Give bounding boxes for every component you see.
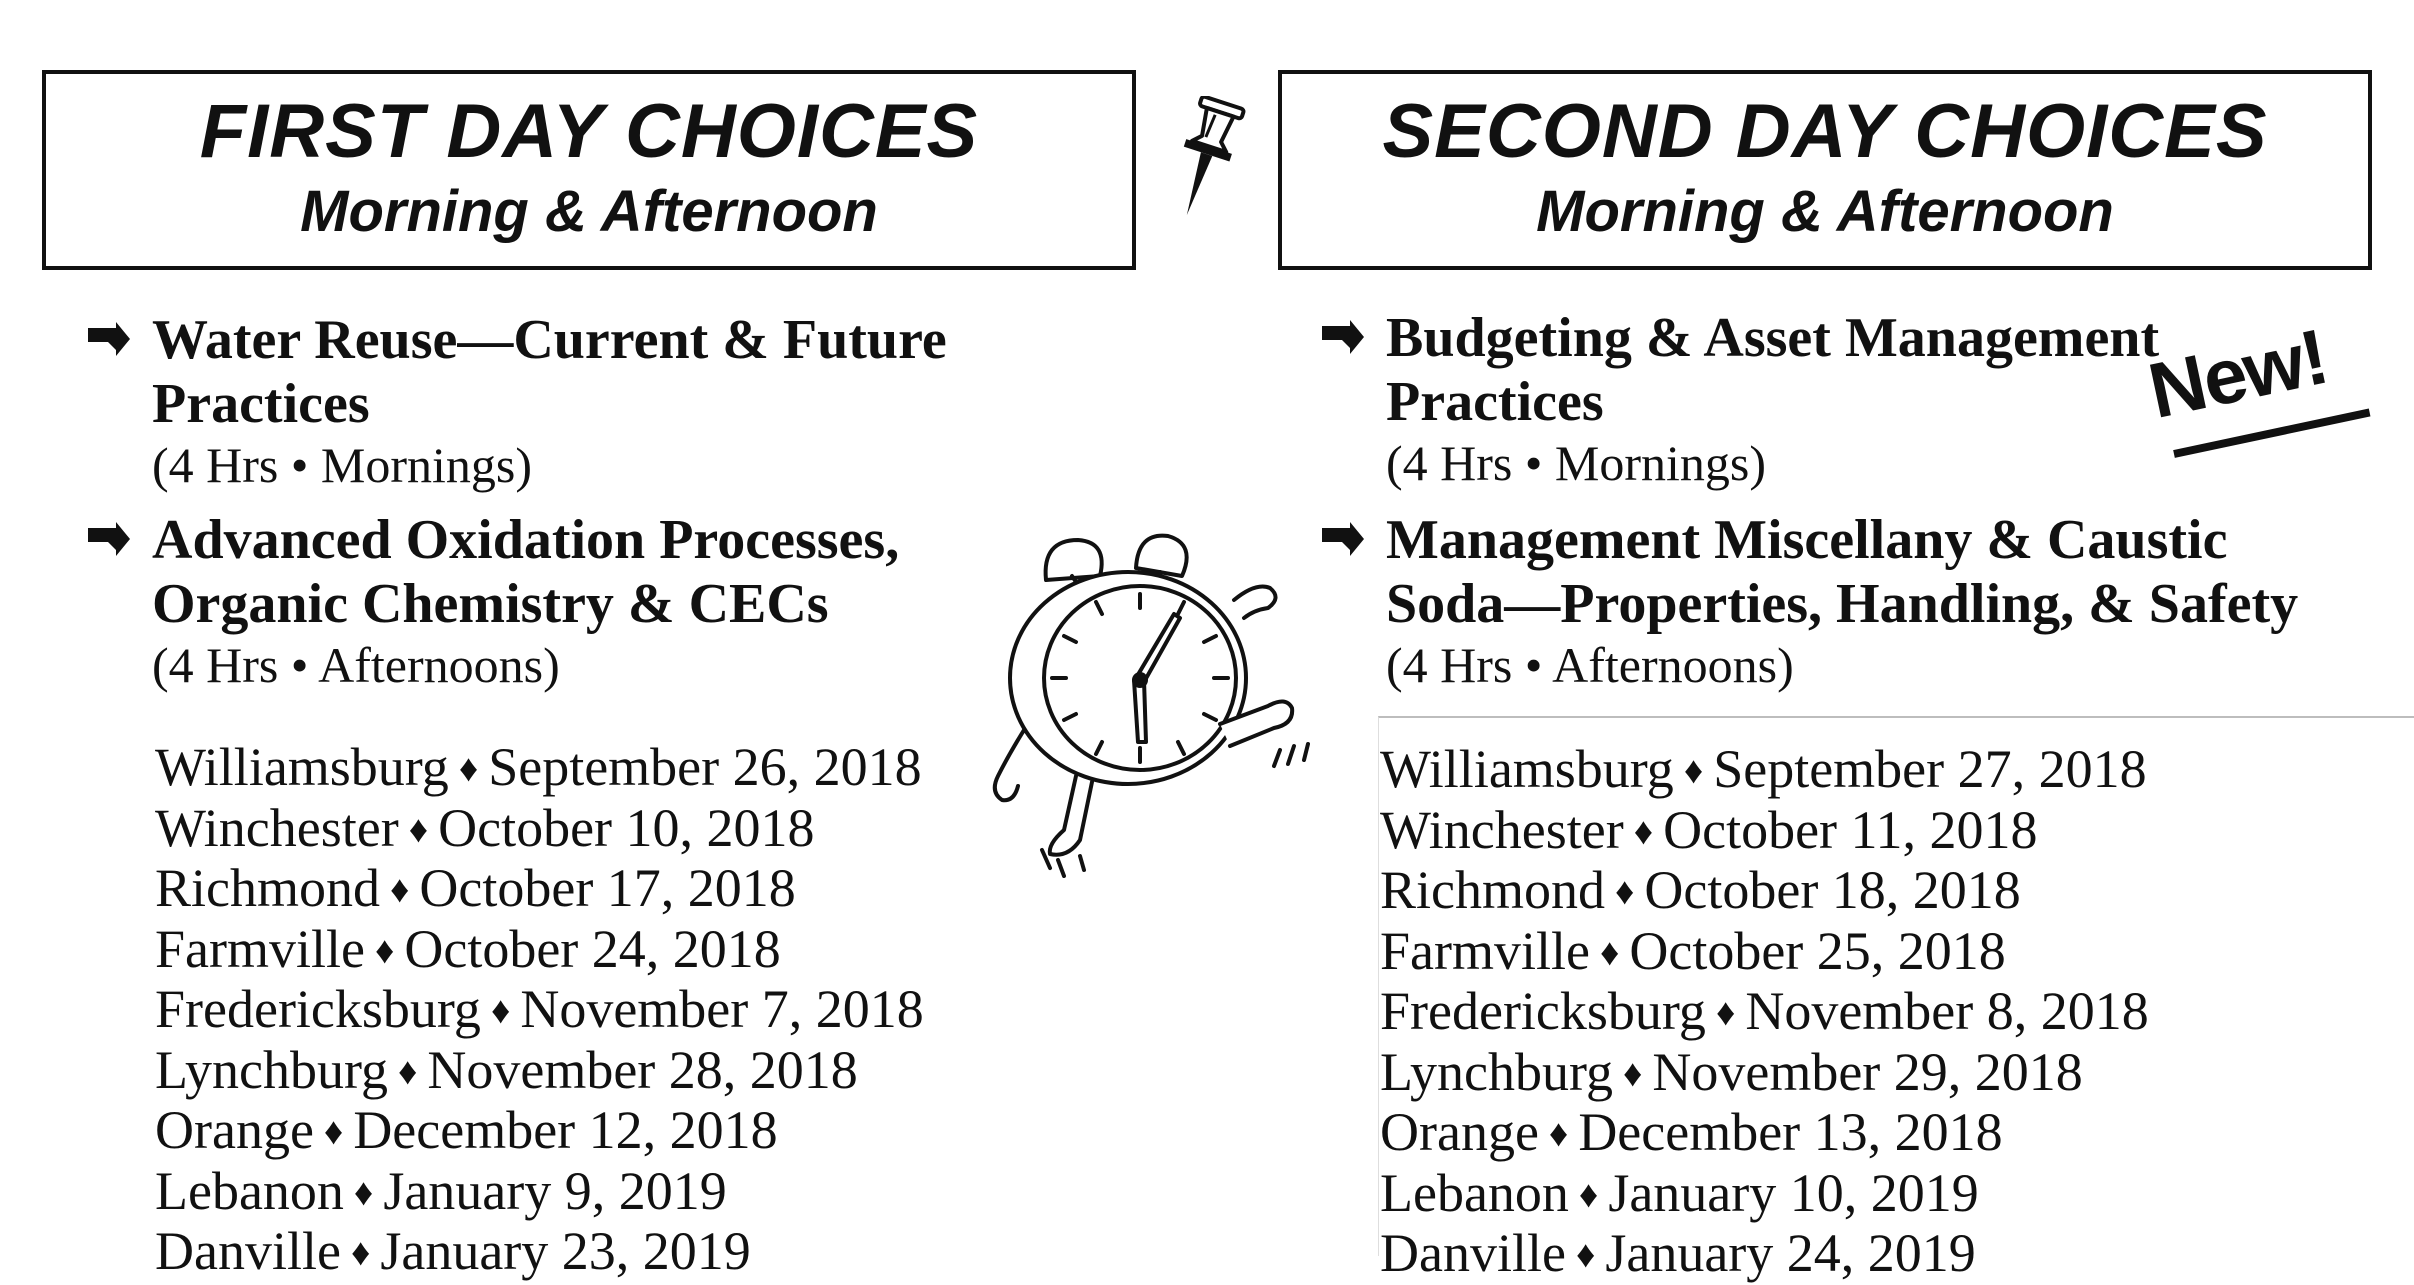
second-day-course-2 (1320, 508, 2410, 694)
course-title-line2: Organic Chemistry & CECs (152, 573, 829, 635)
session-date: October 25, 2018 (1629, 920, 2006, 981)
first-day-course-1 (86, 308, 1146, 494)
diamond-separator: ♦ (458, 748, 479, 790)
session-date: January 10, 2019 (1608, 1162, 1979, 1223)
diamond-separator: ♦ (1683, 750, 1704, 792)
session-city: Winchester (155, 797, 399, 858)
course-title-line1: Budgeting & Asset Management (1386, 307, 2160, 369)
session-row (1380, 1164, 2149, 1225)
session-date: November 7, 2018 (520, 979, 924, 1039)
session-date: October 10, 2018 (438, 797, 815, 858)
session-row (155, 1101, 924, 1162)
session-date: October 24, 2018 (404, 918, 781, 979)
second-day-subtitle: Morning & Afternoon (1536, 179, 2114, 244)
diamond-separator: ♦ (397, 1050, 418, 1093)
new-badge: New! (2141, 311, 2335, 436)
session-city: Winchester (1380, 799, 1624, 860)
second-day-title: SECOND DAY CHOICES (1382, 89, 2268, 174)
course-title-line1: Management Miscellany & Caustic (1386, 509, 2228, 571)
diamond-separator: ♦ (490, 990, 511, 1032)
session-row (155, 980, 924, 1041)
diamond-separator: ♦ (1578, 1173, 1599, 1216)
session-date: January 23, 2019 (380, 1221, 751, 1281)
session-row (155, 1162, 924, 1223)
course-title-line2: Practices (152, 373, 370, 435)
diamond-separator: ♦ (353, 1171, 374, 1214)
arrow-bullet-icon (1320, 320, 1364, 354)
diamond-separator: ♦ (408, 808, 429, 851)
course-title-line2: Soda—Properties, Handling, & Safety (1386, 573, 2299, 635)
session-city: Orange (155, 1100, 314, 1160)
session-row (155, 738, 924, 799)
session-city: Fredericksburg (155, 979, 481, 1039)
session-date: September 26, 2018 (488, 737, 922, 797)
diamond-separator: ♦ (374, 929, 395, 972)
session-date: October 18, 2018 (1644, 860, 2021, 920)
course-title-line2: Practices (1386, 371, 1604, 433)
arrow-bullet-icon (86, 322, 130, 356)
session-date: September 27, 2018 (1713, 739, 2147, 799)
diamond-separator: ♦ (1575, 1234, 1596, 1276)
session-row (1380, 1043, 2149, 1104)
diamond-separator: ♦ (323, 1111, 344, 1153)
session-city: Danville (155, 1221, 341, 1281)
diamond-separator: ♦ (1715, 992, 1736, 1034)
first-day-subtitle: Morning & Afternoon (300, 179, 878, 244)
session-date: November 28, 2018 (427, 1039, 858, 1100)
diamond-separator: ♦ (1622, 1052, 1643, 1095)
first-day-panel (0, 0, 1120, 1281)
session-city: Richmond (155, 858, 380, 918)
course-detail: (4 Hrs • Mornings) (1386, 435, 1766, 491)
first-day-session-list (155, 738, 924, 1283)
session-city: Farmville (155, 918, 365, 979)
session-city: Danville (1380, 1223, 1566, 1283)
diamond-separator: ♦ (1599, 931, 1620, 974)
session-row (155, 859, 924, 920)
session-row (1380, 922, 2149, 983)
session-row (1380, 740, 2149, 801)
session-city: Farmville (1380, 920, 1590, 981)
session-date: January 24, 2019 (1605, 1223, 1976, 1283)
session-row (155, 1041, 924, 1102)
session-city: Williamsburg (1380, 739, 1674, 799)
session-city: Orange (1380, 1102, 1539, 1162)
session-city: Lynchburg (155, 1039, 388, 1100)
session-city: Lebanon (155, 1160, 344, 1221)
session-city: Williamsburg (155, 737, 449, 797)
course-detail: (4 Hrs • Afternoons) (1386, 637, 1794, 693)
alarm-clock-icon (968, 510, 1316, 878)
course-detail: (4 Hrs • Mornings) (152, 437, 532, 493)
course-title-line1: Water Reuse—Current & Future (152, 309, 947, 371)
session-date: November 29, 2018 (1652, 1041, 2083, 1102)
session-row (155, 920, 924, 981)
diamond-separator: ♦ (1548, 1113, 1569, 1155)
second-day-header (1278, 70, 2372, 270)
session-row (1380, 861, 2149, 922)
session-row (1380, 801, 2149, 862)
second-day-panel (1240, 0, 2414, 1281)
session-row (1380, 1224, 2149, 1285)
session-row (1380, 982, 2149, 1043)
session-row (155, 799, 924, 860)
session-date: November 8, 2018 (1745, 981, 2149, 1041)
diamond-separator: ♦ (350, 1232, 371, 1274)
course-title-line1: Advanced Oxidation Processes, (152, 509, 900, 571)
diamond-separator: ♦ (390, 869, 410, 911)
first-day-title: FIRST DAY CHOICES (199, 89, 979, 174)
session-city: Lynchburg (1380, 1041, 1613, 1102)
session-row (155, 1222, 924, 1283)
session-date: January 9, 2019 (383, 1160, 727, 1221)
second-day-session-list (1380, 740, 2149, 1285)
session-date: October 11, 2018 (1663, 799, 2038, 860)
session-city: Fredericksburg (1380, 981, 1706, 1041)
session-city: Richmond (1380, 860, 1605, 920)
course-detail: (4 Hrs • Afternoons) (152, 637, 560, 693)
session-date: December 12, 2018 (353, 1100, 778, 1160)
session-row (1380, 1103, 2149, 1164)
arrow-bullet-icon (1320, 522, 1364, 556)
arrow-bullet-icon (86, 522, 130, 556)
pushpin-icon (1158, 96, 1254, 226)
session-city: Lebanon (1380, 1162, 1569, 1223)
session-date: December 13, 2018 (1578, 1102, 2003, 1162)
first-day-header (42, 70, 1136, 270)
diamond-separator: ♦ (1615, 871, 1635, 913)
diamond-separator: ♦ (1633, 810, 1654, 853)
session-date: October 17, 2018 (419, 858, 796, 918)
